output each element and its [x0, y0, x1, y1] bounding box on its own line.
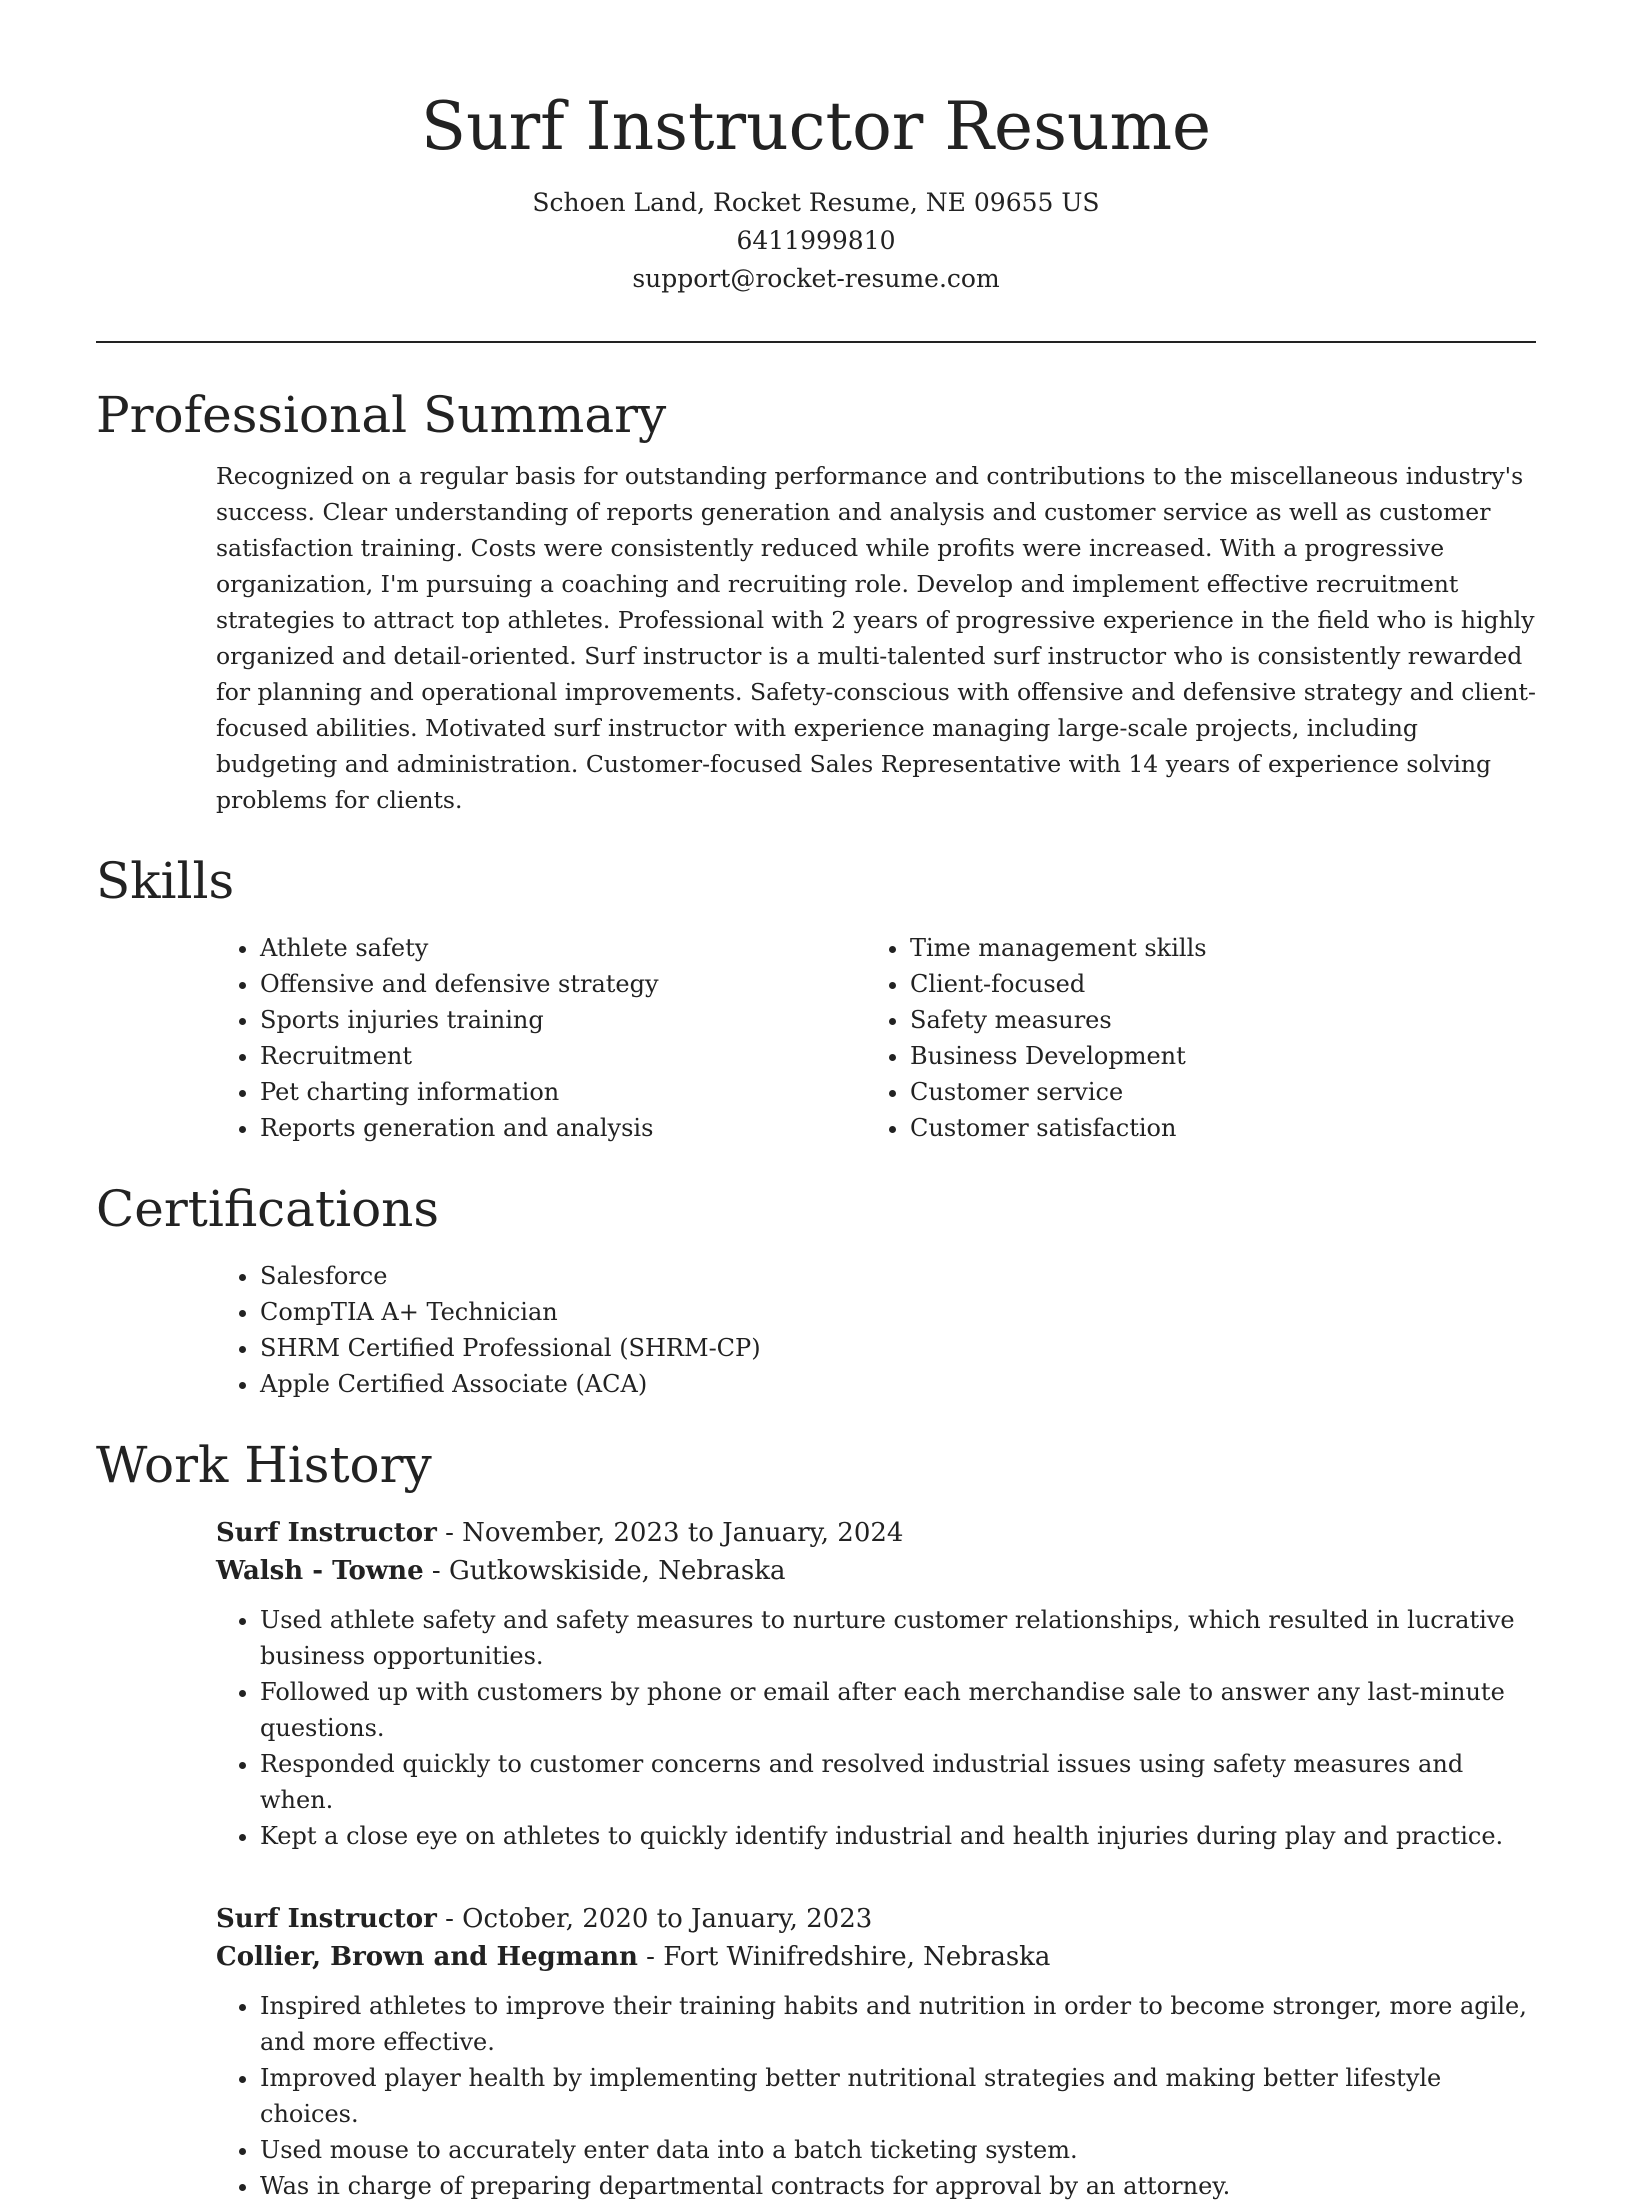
skill-item: • Safety measures: [910, 1002, 1516, 1038]
job-company: Collier, Brown and Hegmann: [216, 1942, 638, 1972]
skill-item: • Client-focused: [910, 966, 1516, 1002]
job-company-line: [216, 1552, 1536, 1590]
certifications-list: [216, 1258, 1536, 1402]
contact-email: support@rocket-resume.com: [632, 264, 1000, 293]
resume-title: Surf Instructor Resume: [420, 88, 1212, 165]
job-bullet: • Used mouse to accurately enter data into a batch ticketing system.: [260, 2132, 1536, 2168]
skills-heading: Skills: [96, 852, 235, 910]
contact-phone: 6411999810: [736, 226, 896, 255]
summary-section: [96, 378, 1536, 818]
resume-header: [0, 82, 1632, 298]
job-bullet: • Followed up with customers by phone or email after each merchandise sale to answer any last-minute questions.: [260, 1674, 1536, 1746]
job-location: - Gutkowskiside, Nebraska: [423, 1556, 786, 1586]
skills-section: [96, 844, 1536, 1146]
job-bullets: [216, 1988, 1536, 2204]
job-location: - Fort Winifredshire, Nebraska: [637, 1942, 1051, 1972]
skill-item: • Customer satisfaction: [910, 1110, 1516, 1146]
work-history-heading: Work History: [96, 1436, 432, 1494]
job-bullet: • Used athlete safety and safety measures to nurture customer relationships, which resulted in lucrative business opportunities.: [260, 1602, 1536, 1674]
certification-item: • CompTIA A+ Technician: [260, 1294, 1536, 1330]
skill-item: • Offensive and defensive strategy: [260, 966, 866, 1002]
skill-item: • Reports generation and analysis: [260, 1110, 866, 1146]
skills-list-right: [866, 930, 1516, 1146]
job-bullet: • Responded quickly to customer concerns and resolved industrial issues using safety measures and when.: [260, 1746, 1536, 1818]
job-entry: [216, 1514, 1536, 1854]
skill-item: • Athlete safety: [260, 930, 866, 966]
work-history-section: [96, 1428, 1536, 2204]
job-spacer: [96, 1854, 1536, 1888]
summary-text: Recognized on a regular basis for outstanding performance and contributions to the miscellaneous industry's success. Clear understanding of reports generation and analysis and customer service as well as customer satisfaction training. Costs were consistently reduced while profits were increased. With a progressive organization, I'm pursuing a coaching and recruiting role. Develop and implement effective recruitment strategies to attract top athletes. Professional with 2 years of progressive experience in the field who is highly organized and detail-oriented. Surf instructor is a multi-talented surf instructor who is consistently rewarded for planning and operational improvements. Safety-conscious with offensive and defensive strategy and client-focused abilities. Motivated surf instructor with experience managing large-scale projects, including budgeting and administration. Customer-focused Sales Representative with 14 years of experience solving problems for clients.: [216, 462, 1536, 814]
job-bullet: • Improved player health by implementing better nutritional strategies and making better lifestyle choices.: [260, 2060, 1536, 2132]
job-bullet: • Was in charge of preparing departmental contracts for approval by an attorney.: [260, 2168, 1536, 2204]
job-bullet: • Kept a close eye on athletes to quickly identify industrial and health injuries during play and practice.: [260, 1818, 1536, 1854]
job-title: Surf Instructor: [216, 1904, 437, 1934]
job-dates: - November, 2023 to January, 2024: [436, 1518, 904, 1548]
certification-item: • SHRM Certified Professional (SHRM-CP): [260, 1330, 1536, 1366]
skill-item: • Business Development: [910, 1038, 1516, 1074]
header-divider: [96, 341, 1536, 343]
section-spacer: [96, 818, 1536, 844]
section-spacer: [96, 1146, 1536, 1172]
skill-item: • Time management skills: [910, 930, 1516, 966]
job-dates: - October, 2020 to January, 2023: [436, 1904, 873, 1934]
job-bullet: • Inspired athletes to improve their training habits and nutrition in order to become stronger, more agile, and more effective.: [260, 1988, 1536, 2060]
skill-item: • Customer service: [910, 1074, 1516, 1110]
job-title-line: [216, 1514, 1536, 1552]
job-entry: [216, 1900, 1536, 2204]
certifications-section: [96, 1172, 1536, 1402]
skills-list-left: [216, 930, 866, 1146]
certifications-wrap: [216, 1258, 1536, 1402]
job-title: Surf Instructor: [216, 1518, 437, 1548]
skill-item: • Sports injuries training: [260, 1002, 866, 1038]
summary-heading: Professional Summary: [96, 386, 667, 444]
section-spacer: [96, 1402, 1536, 1428]
certification-item: • Salesforce: [260, 1258, 1536, 1294]
skill-item: • Recruitment: [260, 1038, 866, 1074]
contact-block: [0, 184, 1632, 298]
certifications-heading: Certifications: [96, 1180, 440, 1238]
contact-address: Schoen Land, Rocket Resume, NE 09655 US: [532, 188, 1100, 217]
skills-columns: [216, 930, 1536, 1146]
job-company: Walsh - Towne: [216, 1556, 424, 1586]
skill-item: • Pet charting information: [260, 1074, 866, 1110]
resume-body: [96, 378, 1536, 2204]
job-company-line: [216, 1938, 1536, 1976]
job-bullets: [216, 1602, 1536, 1854]
job-title-line: [216, 1900, 1536, 1938]
certification-item: • Apple Certified Associate (ACA): [260, 1366, 1536, 1402]
